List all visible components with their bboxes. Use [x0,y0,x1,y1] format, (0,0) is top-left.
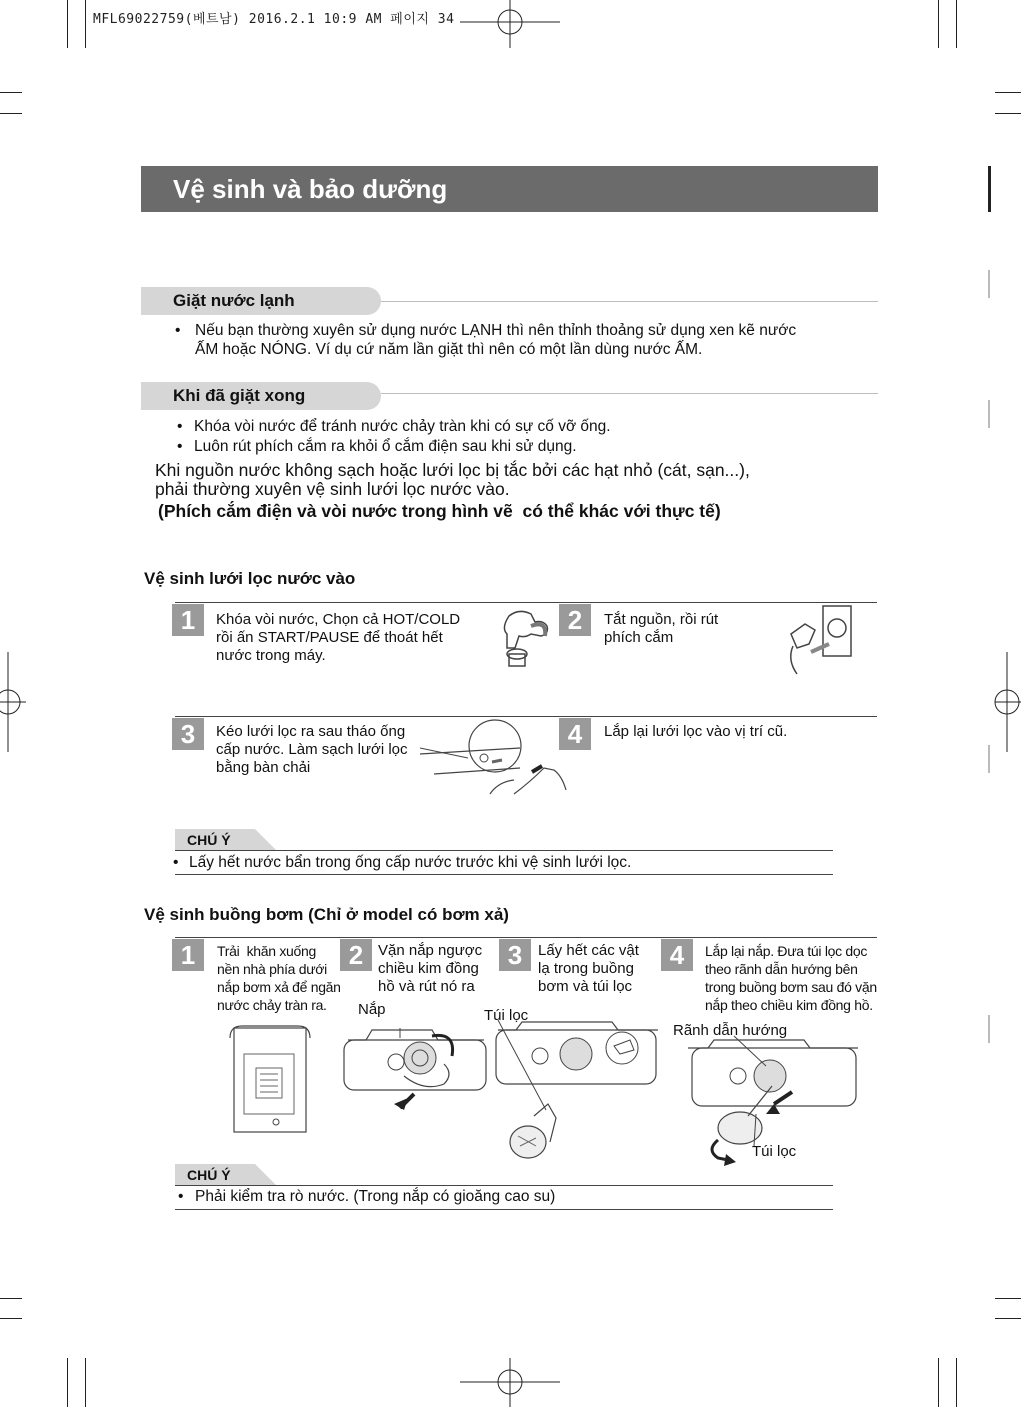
step-text: Lấy hết các vật lạ trong buồng bơm và túi lọc [538,942,639,995]
paragraph-line: Khi nguồn nước không sạch hoặc lưới lọc bị tắc bởi các hạt nhỏ (cát, sạn...), [155,460,750,480]
section-heading-inlet-filter: Vệ sinh lưới lọc nước vào [144,569,356,588]
step-number: 2 [340,939,372,971]
divider [175,602,877,603]
step-number: 1 [172,604,204,636]
note-tab-slant [255,1164,277,1186]
filter-reinsert-icon [688,1036,862,1166]
section-heading-after-wash [141,382,381,410]
print-header: MFL69022759(베트남) 2016.2.1 10:9 AM 페이지 34 [93,12,455,27]
bullet-text: Khóa vòi nước để tránh nước chảy tràn khi có sự cố vỡ ống. [194,418,611,435]
section-heading-label: Giặt nước lạnh [173,291,295,310]
paragraph-line: phải thường xuyên vệ sinh lưới lọc nước vào. [155,479,510,499]
divider [175,1209,833,1210]
divider [175,937,877,938]
step-number: 3 [499,939,531,971]
step-text: Tắt nguồn, rồi rút phích cắm [604,611,719,646]
faucet-icon [495,606,555,676]
cap-label: Nắp [358,1001,386,1018]
bullet-text: ẤM hoặc NÓNG. Ví dụ cứ năm lần giặt thì nên có một lần dùng nước ẤM. [195,341,703,358]
filter-bag-label: Túi lọc [752,1143,797,1160]
bullet-text: Nếu bạn thường xuyên sử dụng nước LẠNH thì nên thỉnh thoảng sử dụng xen kẽ nước [195,322,797,339]
divider [175,850,833,851]
step-number: 4 [661,939,693,971]
registration-mark-icon [460,0,560,48]
step-text: Kéo lưới lọc ra sau tháo ống cấp nước. Làm sạch lưới lọc bằng bàn chải [216,723,408,776]
note-text: Phải kiểm tra rò nước. (Trong nắp có gioăng cao su) [195,1188,556,1205]
note-text: Lấy hết nước bẩn trong ống cấp nước trước khi vệ sinh lưới lọc. [189,854,632,871]
pump-cap-remove-icon [344,1020,490,1116]
section-heading-label: Khi đã giặt xong [173,386,306,405]
bullet-text: Luôn rút phích cắm ra khỏi ổ cắm điện sau khi sử dụng. [194,438,577,455]
step-number: 4 [559,718,591,750]
filter-bag-label: Túi lọc [484,1007,529,1024]
bold-note: (Phích cắm điện và vòi nước trong hình vẽ có thể khác với thực tế) [158,501,721,521]
divider [381,301,878,302]
step-number: 1 [172,939,204,971]
note-tab: CHÚ Ý [175,829,255,851]
step-text: Lắp lại lưới lọc vào vị trí cũ. [604,723,788,740]
note-tab: CHÚ Ý [175,1164,255,1186]
step-text: Vặn nắp ngược chiều kim đồng hồ và rút nó ra [378,942,483,995]
registration-mark-icon [460,1358,560,1407]
note-tab-slant [255,829,277,851]
filter-cleaning-icon [420,718,570,804]
registration-mark-icon [0,652,26,752]
section-heading-cold-wash [141,287,381,315]
step-text: Khóa vòi nước, Chọn cả HOT/COLD rồi ấn START/PAUSE để thoát hết nước trong máy. [216,611,461,664]
filter-removal-icon [494,1020,664,1166]
divider [175,874,833,875]
step-number: 2 [559,604,591,636]
step-text: Trải khăn xuống nền nhà phía dưới nắp bơm xả để ngăn nước chảy tràn ra. [217,943,341,1013]
divider [175,716,877,717]
washer-front-icon [228,1024,312,1136]
plug-icon [785,604,855,676]
section-heading-pump-chamber: Vệ sinh buồng bơm (Chỉ ở model có bơm xả) [144,905,509,924]
page-title-bar [141,166,878,212]
divider [381,393,878,394]
guide-groove-label: Rãnh dẫn hướng [673,1022,788,1039]
divider [175,1185,833,1186]
page-title: Vệ sinh và bảo dưỡng [173,174,448,204]
registration-mark-icon [995,652,1021,752]
step-text: Lắp lại nắp. Đưa túi lọc dọc theo rãnh dẫn hướng bên trong buồng bơm sau đó vặn nắp theo chiều kim đồng hồ. [705,943,877,1013]
step-number: 3 [172,718,204,750]
